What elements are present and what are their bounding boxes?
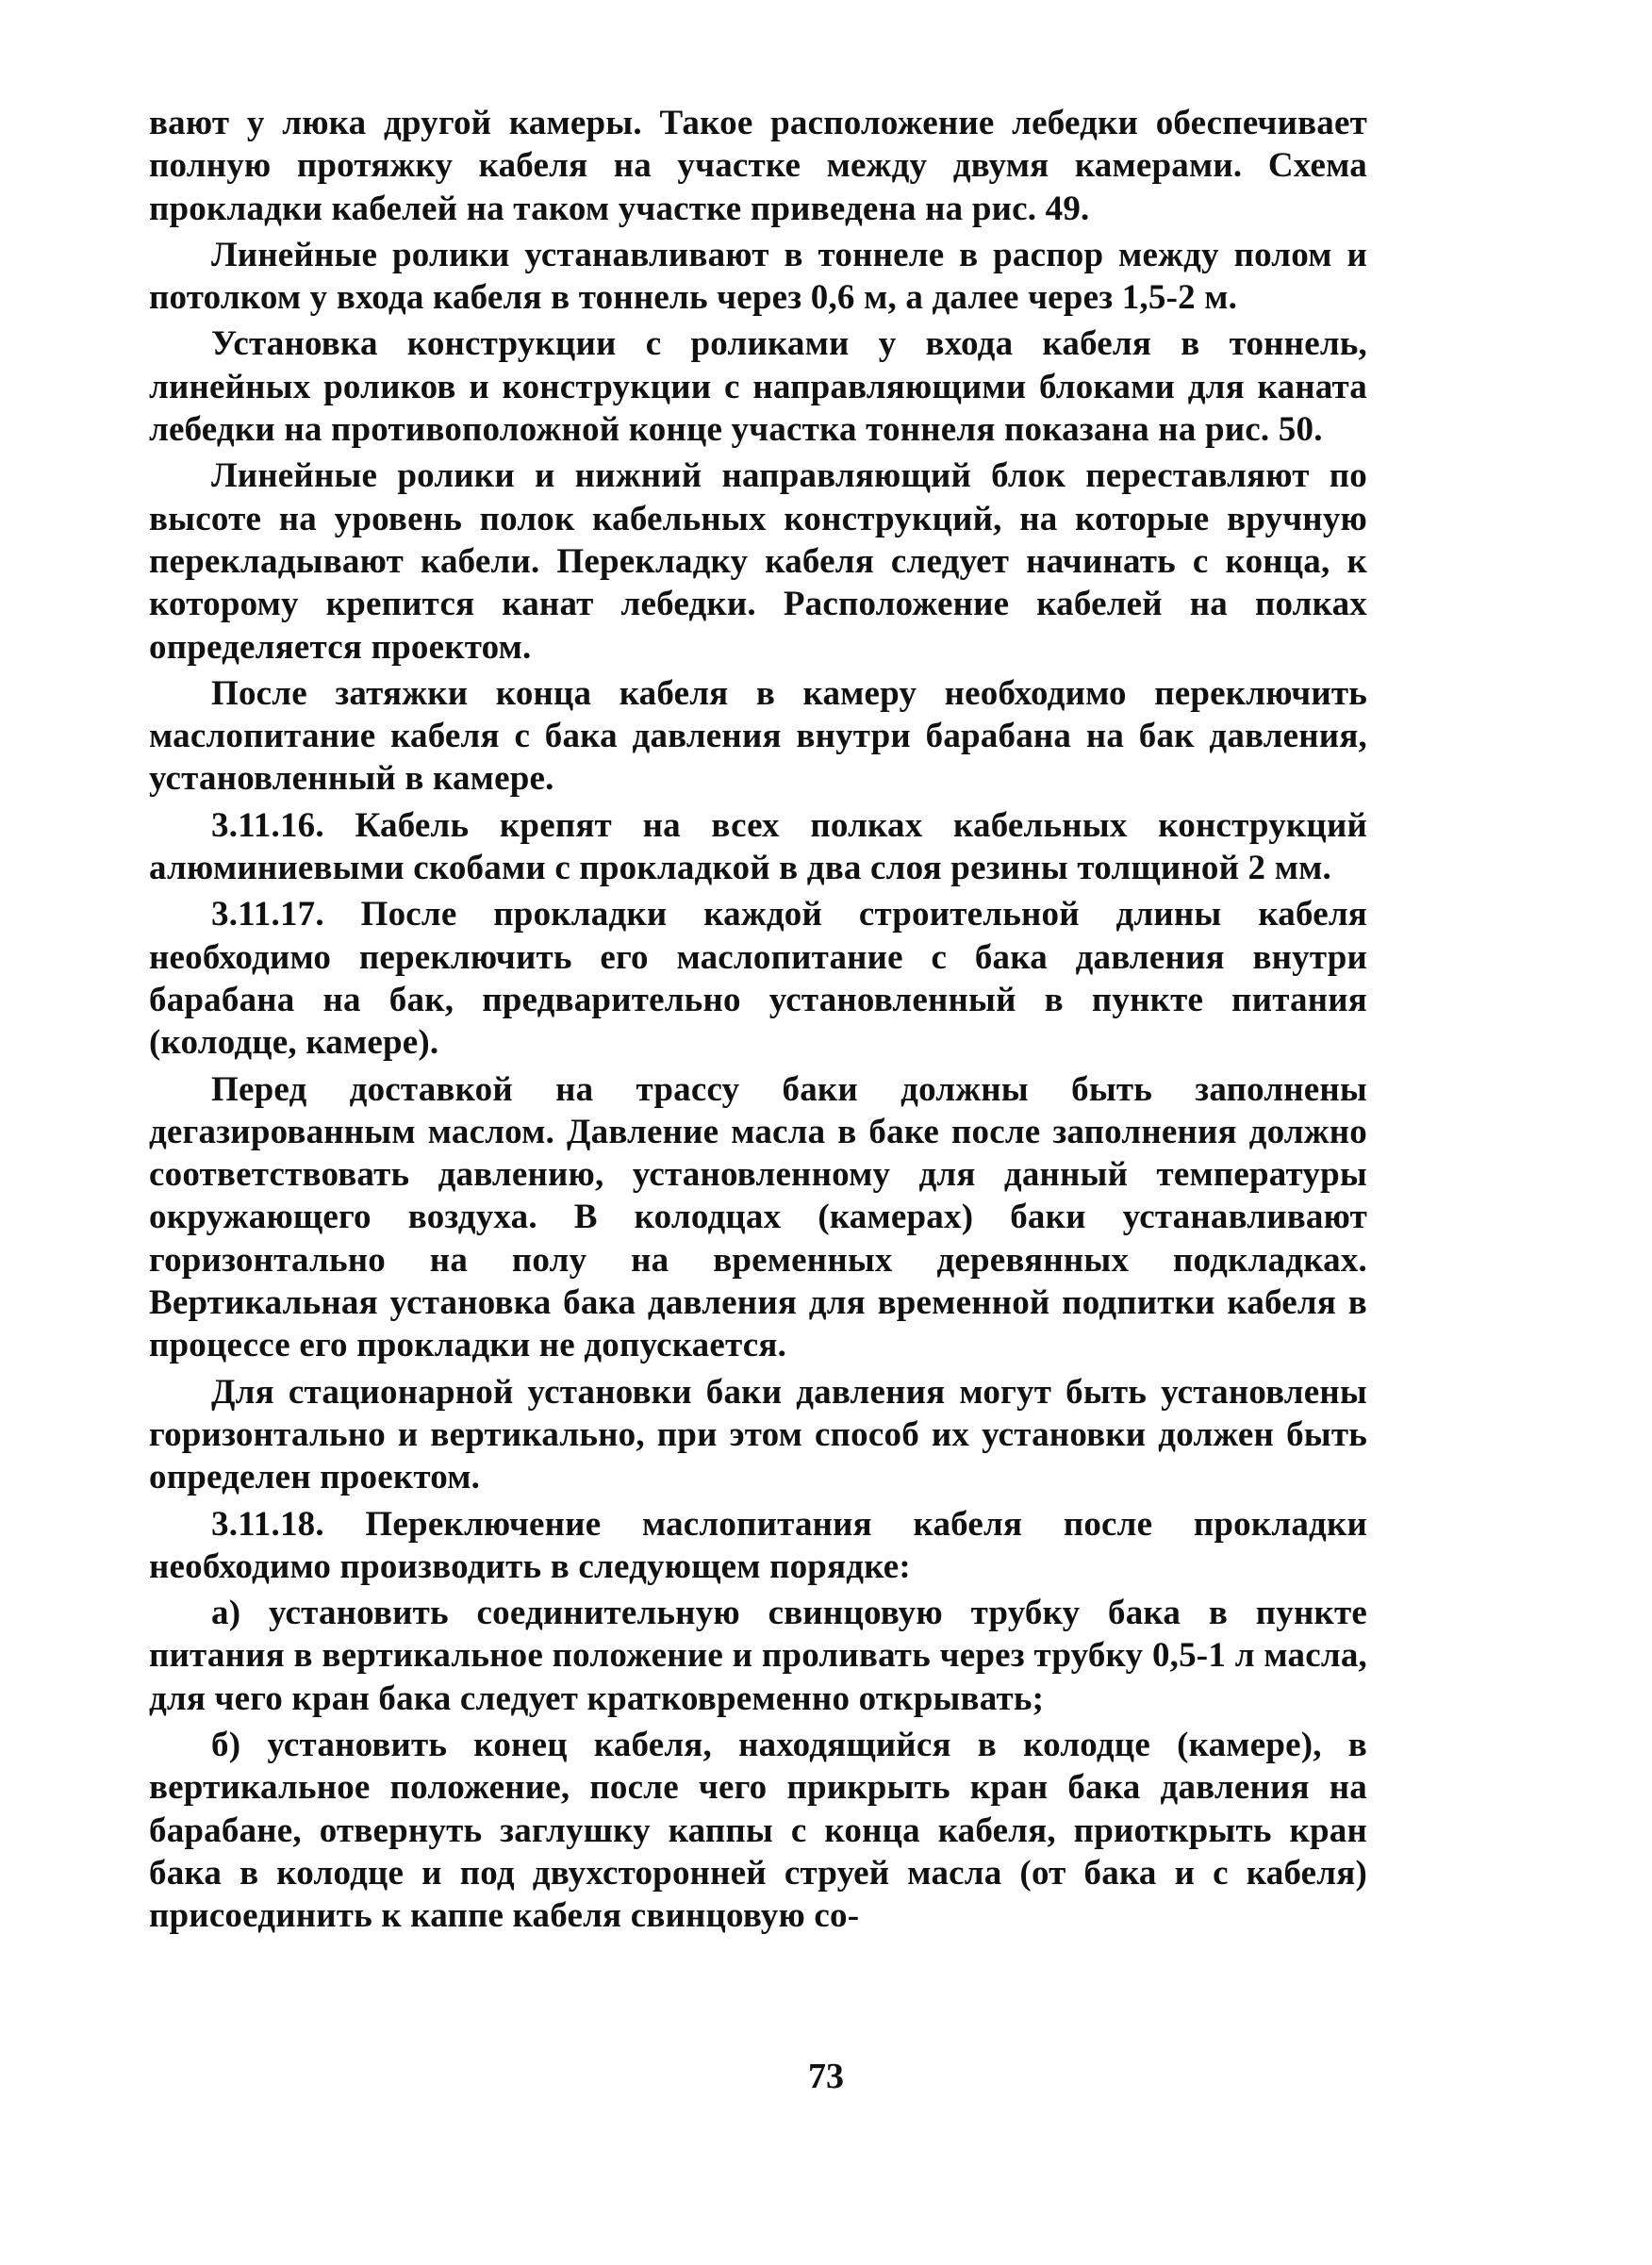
paragraph-step-a: а) установить соединительную свинцовую трубку бака в пункте питания в вертикальное положение и проливать через трубку 0,5-1 л масла, для чего кран бака следует кратковременно открывать; [149,1594,1367,1718]
paragraph-tank-filling: Перед доставкой на трассу баки должны быть заполнены дегазированным маслом. Давление масла в баке после заполнения должно соответствовать давлению, установленному для данный температуры окружающего воздуха. В колодцах (камерах) баки устанавливают горизонтально на полу на временных деревянных подкладках. Вертикальная установка бака давления для временной подпитки кабеля в процессе его прокладки не допускается. [149,1069,1367,1365]
paragraph-oil-supply-switch: После затяжки конца кабеля в камеру необходимо переключить маслопитание кабеля с бака давления внутри барабана на бак давления, установленный в камере. [149,673,1367,799]
paragraph-step-b: б) установить конец кабеля, находящийся в колодце (камере), в вертикальное положение, после чего прикрыть кран бака давления на барабане, отвернуть заглушку каппы с конца кабеля, приоткрыть кран бака в колодце и под двухсторонней струей масла (от бака и с кабеля) присоединить к каппе кабеля свинцовую со- [149,1725,1367,1936]
paragraph-3-11-16: 3.11.16. Кабель крепят на всех полках кабельных конструкций алюминиевыми скобами с прокладкой в два слоя резины толщиной 2 мм. [149,805,1367,888]
paragraph-3-11-18: 3.11.18. Переключение маслопитания кабеля после прокладки необходимо производить в следующем порядке: [149,1504,1367,1586]
paragraph-stationary-tanks: Для стационарной установки баки давления могут быть установлены горизонтально и вертикально, при этом способ их установки должен быть определен проектом. [149,1372,1367,1497]
page-number: 73 [808,2057,844,2096]
paragraph-continuation: вают у люка другой камеры. Такое расположение лебедки обеспечивает полную протяжку кабеля на участке между двумя камерами. Схема прокладки кабелей на таком участке приведена на рис. 49. [149,104,1367,228]
paragraph-roller-rearrangement: Линейные ролики и нижний направляющий блок переставляют по высоте на уровень полок кабельных конструкций, на которые вручную перекладывают кабели. Перекладку кабеля следует начинать с конца, к которому крепится канат лебедки. Расположение кабелей на полках определяется проектом. [149,456,1367,667]
paragraph-3-11-17: 3.11.17. После прокладки каждой строительной длины кабеля необходимо переключить его маслопитание с бака давления внутри барабана на бак, предварительно установленный в пункте питания (колодце, камере). [149,895,1367,1063]
page-body [149,102,1367,1941]
paragraph-linear-rollers: Линейные ролики устанавливают в тоннеле в распор между полом и потолком у входа кабеля в тоннель через 0,6 м, а далее через 1,5-2 м. [149,235,1367,318]
paragraph-roller-installation: Установка конструкции с роликами у входа кабеля в тоннель, линейных роликов и конструкции с направляющими блоками для каната лебедки на противоположной конце участка тоннеля показана на рис. 50. [149,324,1367,450]
